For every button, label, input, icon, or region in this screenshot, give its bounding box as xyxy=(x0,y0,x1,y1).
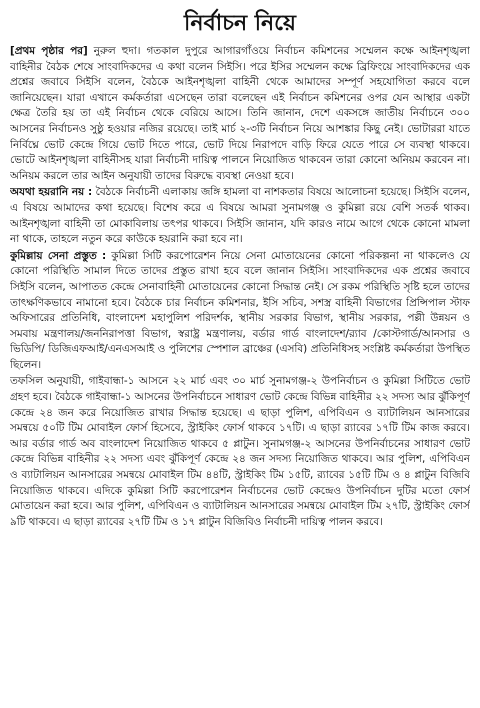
paragraph-2 xyxy=(10,185,470,247)
paragraph-4-text: তফসিল অনুযায়ী, গাইবান্ধা-১ আসনে ২২ মার্চ এবং ৩০ মার্চ সুনামগঞ্জ-২ উপনির্বাচন ও কুমিল্লা সিটিতে ভোট গ্রহণ হবে। বৈঠকে গাইবান্ধা-১ আসনের উপনির্বাচনে সাধারণ ভোট কেন্দ্রে বিভিন্ন বাহিনীর ২২ সদস্য আর ঝুঁকিপূর্ণ কেন্দ্রে ২৪ জন করে নিয়োজিত রাখার সিদ্ধান্ত হয়েছে। এ ছাড়া পুলিশ, এপিবিএন ও ব্যাটালিয়ন আনসারের সমন্বয়ে ৫০টি টিম মোবাইল ফোর্স হিসেবে, স্ট্রাইকিং ফোর্স থাকবে ১৭টি। এ ছাড়া র‍্যাবের ১৭টি টিম কাজ করবে। আর বর্ডার গার্ড অব বাংলাদেশ নিয়োজিত থাকবে ৫ প্লাটুন। সুনামগঞ্জ-২ আসনের উপনির্বাচনের সাধারণ ভোট কেন্দ্রে বিভিন্ন বাহিনীর ২২ সদস্য এবং ঝুঁকিপূর্ণ কেন্দ্রে ২৪ জন সদস্য নিয়োজিত থাকবে। আর পুলিশ, এপিবিএন ও ব্যাটালিয়ন আনসারের সমন্বয়ে মোবাইল টিম ৪৪টি, স্ট্রাইকিং টিম ১৫টি, র‍্যাবের ১৫টি টিম ও ৪ প্লাটুন বিজিবি নিয়োজিত থাকবে। এদিকে কুমিল্লা সিটি করপোরেশন নির্বাচনের ভোট কেন্দ্রেও উপনির্বাচন দুটির মতো ফোর্স মোতায়েন করা হবে। আর পুলিশ, এপিবিএন ও ব্যাটালিয়ন আনসারের সমন্বয়ে মোবাইল টিম ২৭টি, স্ট্রাইকিং ফোর্স ৯টি থাকবে। এ ছাড়া র‍্যাবের ২৭টি টিম ও ১৭ প্লাটুন বিজিবিও নির্বাচনী দায়িত্ব পালন করবে। xyxy=(10,375,470,528)
subhead-no-harassment: অযথা হয়রানি নয় : xyxy=(10,186,93,199)
paragraph-4 xyxy=(10,374,470,530)
article-body xyxy=(10,44,470,700)
paragraph-2-text: বৈঠকে নির্বাচনী এলাকায় জঙ্গি হামলা বা নাশকতার বিষয়ে আলোচনা হয়েছে। সিইসি বলেন, এ বিষয়ে আমাদের কথা হয়েছে। বিশেষ করে এ বিষয়ে আমরা সুনামগঞ্জ ও কুমিল্লা রয়ে বেশি সতর্ক থাকব। আইনশৃঙ্খলা বাহিনী তা মোকাবিলায় তৎপর থাকবে। সিইসি জানান, যদি কারও নামে আগে থেকে কোনো মামলা না থাকে, তাহলে নতুন করে কাউকে হয়রানি করা হবে না। xyxy=(10,186,470,246)
paragraph-1-text: নুরুল হুদা। গতকাল দুপুরে আগারগাঁওয়ে নির্বাচন কমিশনের সম্মেলন কক্ষে আইনশৃঙ্খলা বাহিনীর বৈঠক শেষে সাংবাদিকদের এ কথা বলেন সিইসি। পরে ইসির সম্মেলন কক্ষে ব্রিফিংয়ে সাংবাদিকদের এক প্রশ্নের জবাবে সিইসি বলেন, বৈঠকে আইনশৃঙ্খলা বাহিনী থেকে আমাদের সম্পূর্ণ সহযোগিতা করবে বলে জানিয়েছেন। যারা এখানে কর্মকর্তারা এসেছেন তারা বলেছেন এই নির্বাচন কমিশনের ওপর যেন আস্থার একটা ক্ষেত্র তৈরি হয় তা এই নির্বাচন থেকে বেরিয়ে আসে। তিনি জানান, দেশে একসঙ্গে জাতীয় নির্বাচনে ৩০০ আসনের নির্বাচনও সুষ্ঠু হওয়ার নজির রয়েছে। তাই মার্চ ২-৩টি নির্বাচন নিয়ে আশঙ্কার কিছু নেই। ভোটাররা যাতে নির্বিঘ্নে ভোট কেন্দ্রে গিয়ে ভোট দিতে পারে, ভোট দিয়ে নিরাপদে বাড়ি ফিরে যেতে পারে সে ব্যবস্থা থাকবে। ভোটে আইনশৃঙ্খলা বাহিনীসহ যারা নির্বাচনী দায়িত্ব পালনে নিয়োজিত থাকবেন তারা কোনো অনিয়ম করবেন না। অনিয়ম করলে তার আইন অনুযায়ী তাদের বিরুদ্ধে ব্যবস্থা নেওয়া হবে। xyxy=(10,45,470,182)
paragraph-3-text: কুমিল্লা সিটি করপোরেশন নিয়ে সেনা মোতায়েনের কোনো পরিকল্পনা না থাকলেও যে কোনো পরিস্থিতি সামাল দিতে তাদের প্রস্তুত রাখা হবে বলে জানান সিইসি। সাংবাদিকদের এক প্রশ্নের জবাবে সিইসি বলেন, আপাতত কেন্দ্রে সেনাবাহিনী মোতায়েনের কোনো সিদ্ধান্ত নেই। সে রকম পরিস্থিতি সৃষ্টি হলে তাদের তাৎক্ষণিকভাবে নামানো হবে। বৈঠকে চার নির্বাচন কমিশনার, ইসি সচিব, সশস্ত্র বাহিনী বিভাগের প্রিন্সিপাল স্টাফ অফিসারের প্রতিনিধি, বাংলাদেশ মহাপুলিশ পরিদর্শক, স্থানীয় সরকার বিভাগ, স্থানীয় সরকার, পল্লী উন্নয়ন ও সমবায় মন্ত্রণালয়/জননিরাপত্তা বিভাগ, স্বরাষ্ট্র মন্ত্রণালয়, বর্ডার গার্ড বাংলাদেশ/র‌্যাব /কোস্টগার্ড/আনসার ও ভিডিপি/ ডিজিএফআই/এনএসআই ও পুলিশের স্পেশাল ব্রাঞ্চের (এসবি) প্রতিনিধিসহ সংশ্লিষ্ট কর্মকর্তারা উপস্থিত ছিলেন। xyxy=(10,249,470,371)
paragraph-3 xyxy=(10,249,470,374)
headline: নির্বাচন নিয়ে xyxy=(184,10,296,36)
paragraph-1 xyxy=(10,44,470,184)
continuation-kicker: [প্রথম পৃষ্ঠার পর] xyxy=(10,45,88,57)
subhead-army-ready: কুমিল্লায় সেনা প্রস্তুত : xyxy=(10,249,107,262)
